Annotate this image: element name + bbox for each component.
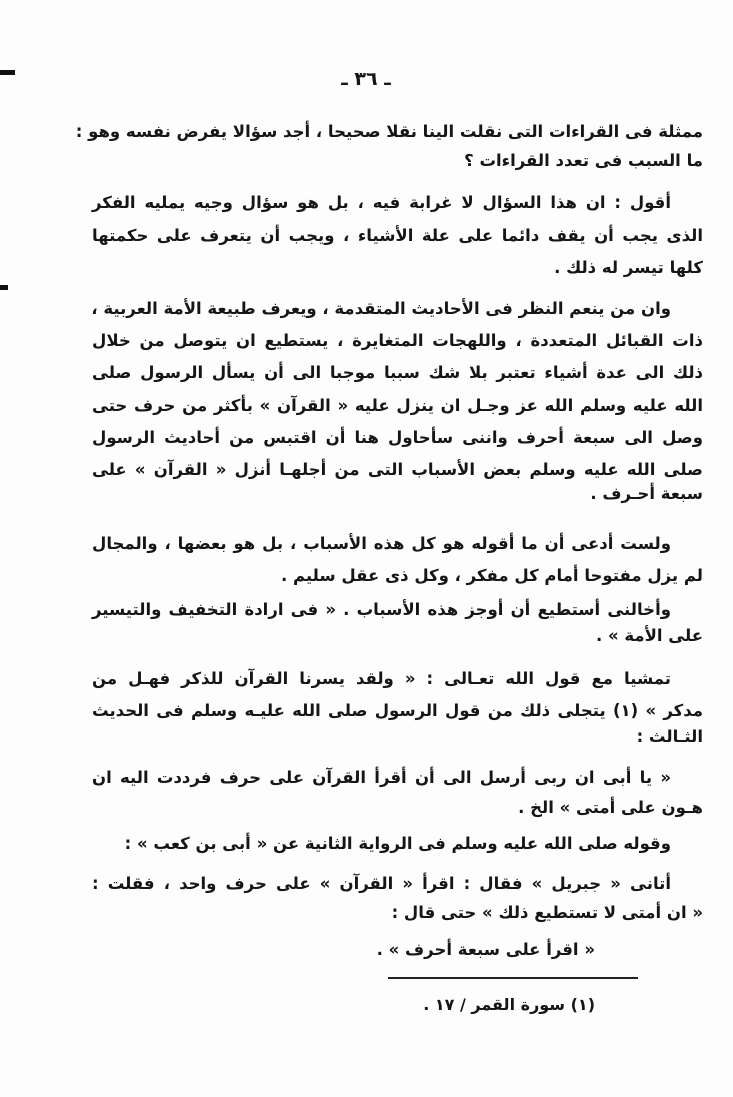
text-line: « اقرأ على سبعة أحرف » . [376, 940, 595, 959]
footnote-text: (١) سورة القمر / ١٧ . [423, 995, 595, 1014]
text-line: هـون على أمتى » الخ . [518, 798, 703, 817]
text-line: صلى الله عليه وسلم بعض الأسباب التى من أجلهـا أنزل « القرآن » على [92, 460, 703, 479]
text-line: مدكر » (١) يتجلى ذلك من قول الرسول صلى الله عليـه وسلم فى الحديث [92, 701, 704, 720]
margin-mark [0, 70, 15, 75]
text-line: وقوله صلى الله عليه وسلم فى الرواية الثانية عن « أبى بن كعب » : [124, 834, 671, 853]
text-line: الله عليه وسلم الله عز وجـل ان ينزل عليه « القرآن » بأكثر من حرف حتى [92, 396, 703, 415]
text-line: ذلك الى عدة أشياء تعتبر بلا شك سببا موجبا الى أن يسأل الرسول صلى [92, 363, 703, 382]
text-line: كلها تيسر له ذلك . [554, 258, 703, 277]
text-line: سبعة أحـرف . [590, 484, 703, 503]
text-line: ما السبب فى تعدد القراءات ؟ [464, 151, 703, 170]
text-line: « يا أبى ان ربى أرسل الى أن أقرأ القرآن على حرف فرددت اليه ان [92, 768, 671, 787]
text-line: لم يزل مفتوحا أمام كل مفكر ، وكل ذى عقل سليم . [280, 566, 703, 585]
text-line: تمشيا مع قول الله تعـالى : « ولقد يسرنا القرآن للذكر فهـل من [92, 669, 671, 688]
text-line: ولست أدعى أن ما أقوله هو كل هذه الأسباب ، بل هو بعضها ، والمجال [92, 534, 671, 553]
margin-mark [0, 285, 8, 290]
text-line: الذى يجب أن يقف دائما على علة الأشياء ، ويجب أن يتعرف على حكمتها [92, 226, 703, 245]
page-number: ـ ٣٦ ـ [341, 68, 391, 90]
footnote-divider [388, 977, 638, 979]
text-line: وصل الى سبعة أحرف واننى سأحاول هنا أن اقتبس من أحاديث الرسول [92, 428, 703, 447]
text-line: الثـالث : [636, 727, 703, 746]
text-line: ممثلة فى القراءات التى نقلت الينا نقلا صحيحا ، أجد سؤالا يفرض نفسه وهو : [75, 122, 703, 141]
text-line: أقول : ان هذا السؤال لا غرابة فيه ، بل هو سؤال وجيه يمليه الفكر [92, 193, 671, 212]
text-line: وأخالنى أستطيع أن أوجز هذه الأسباب . « فى ارادة التخفيف والتيسير [92, 600, 671, 619]
text-line: « ان أمتى لا تستطيع ذلك » حتى قال : [391, 903, 703, 922]
text-line: وان من ينعم النظر فى الأحاديث المتقدمة ، ويعرف طبيعة الأمة العربية ، [91, 299, 671, 318]
text-line: ذات القبائل المتعددة ، واللهجات المتغايرة ، يستطيع ان يتوصل من خلال [92, 331, 703, 350]
text-line: أتانى « جبريل » فقال : اقرأ « القرآن » على حرف واحد ، فقلت : [92, 874, 671, 893]
text-line: على الأمة » . [595, 626, 703, 645]
